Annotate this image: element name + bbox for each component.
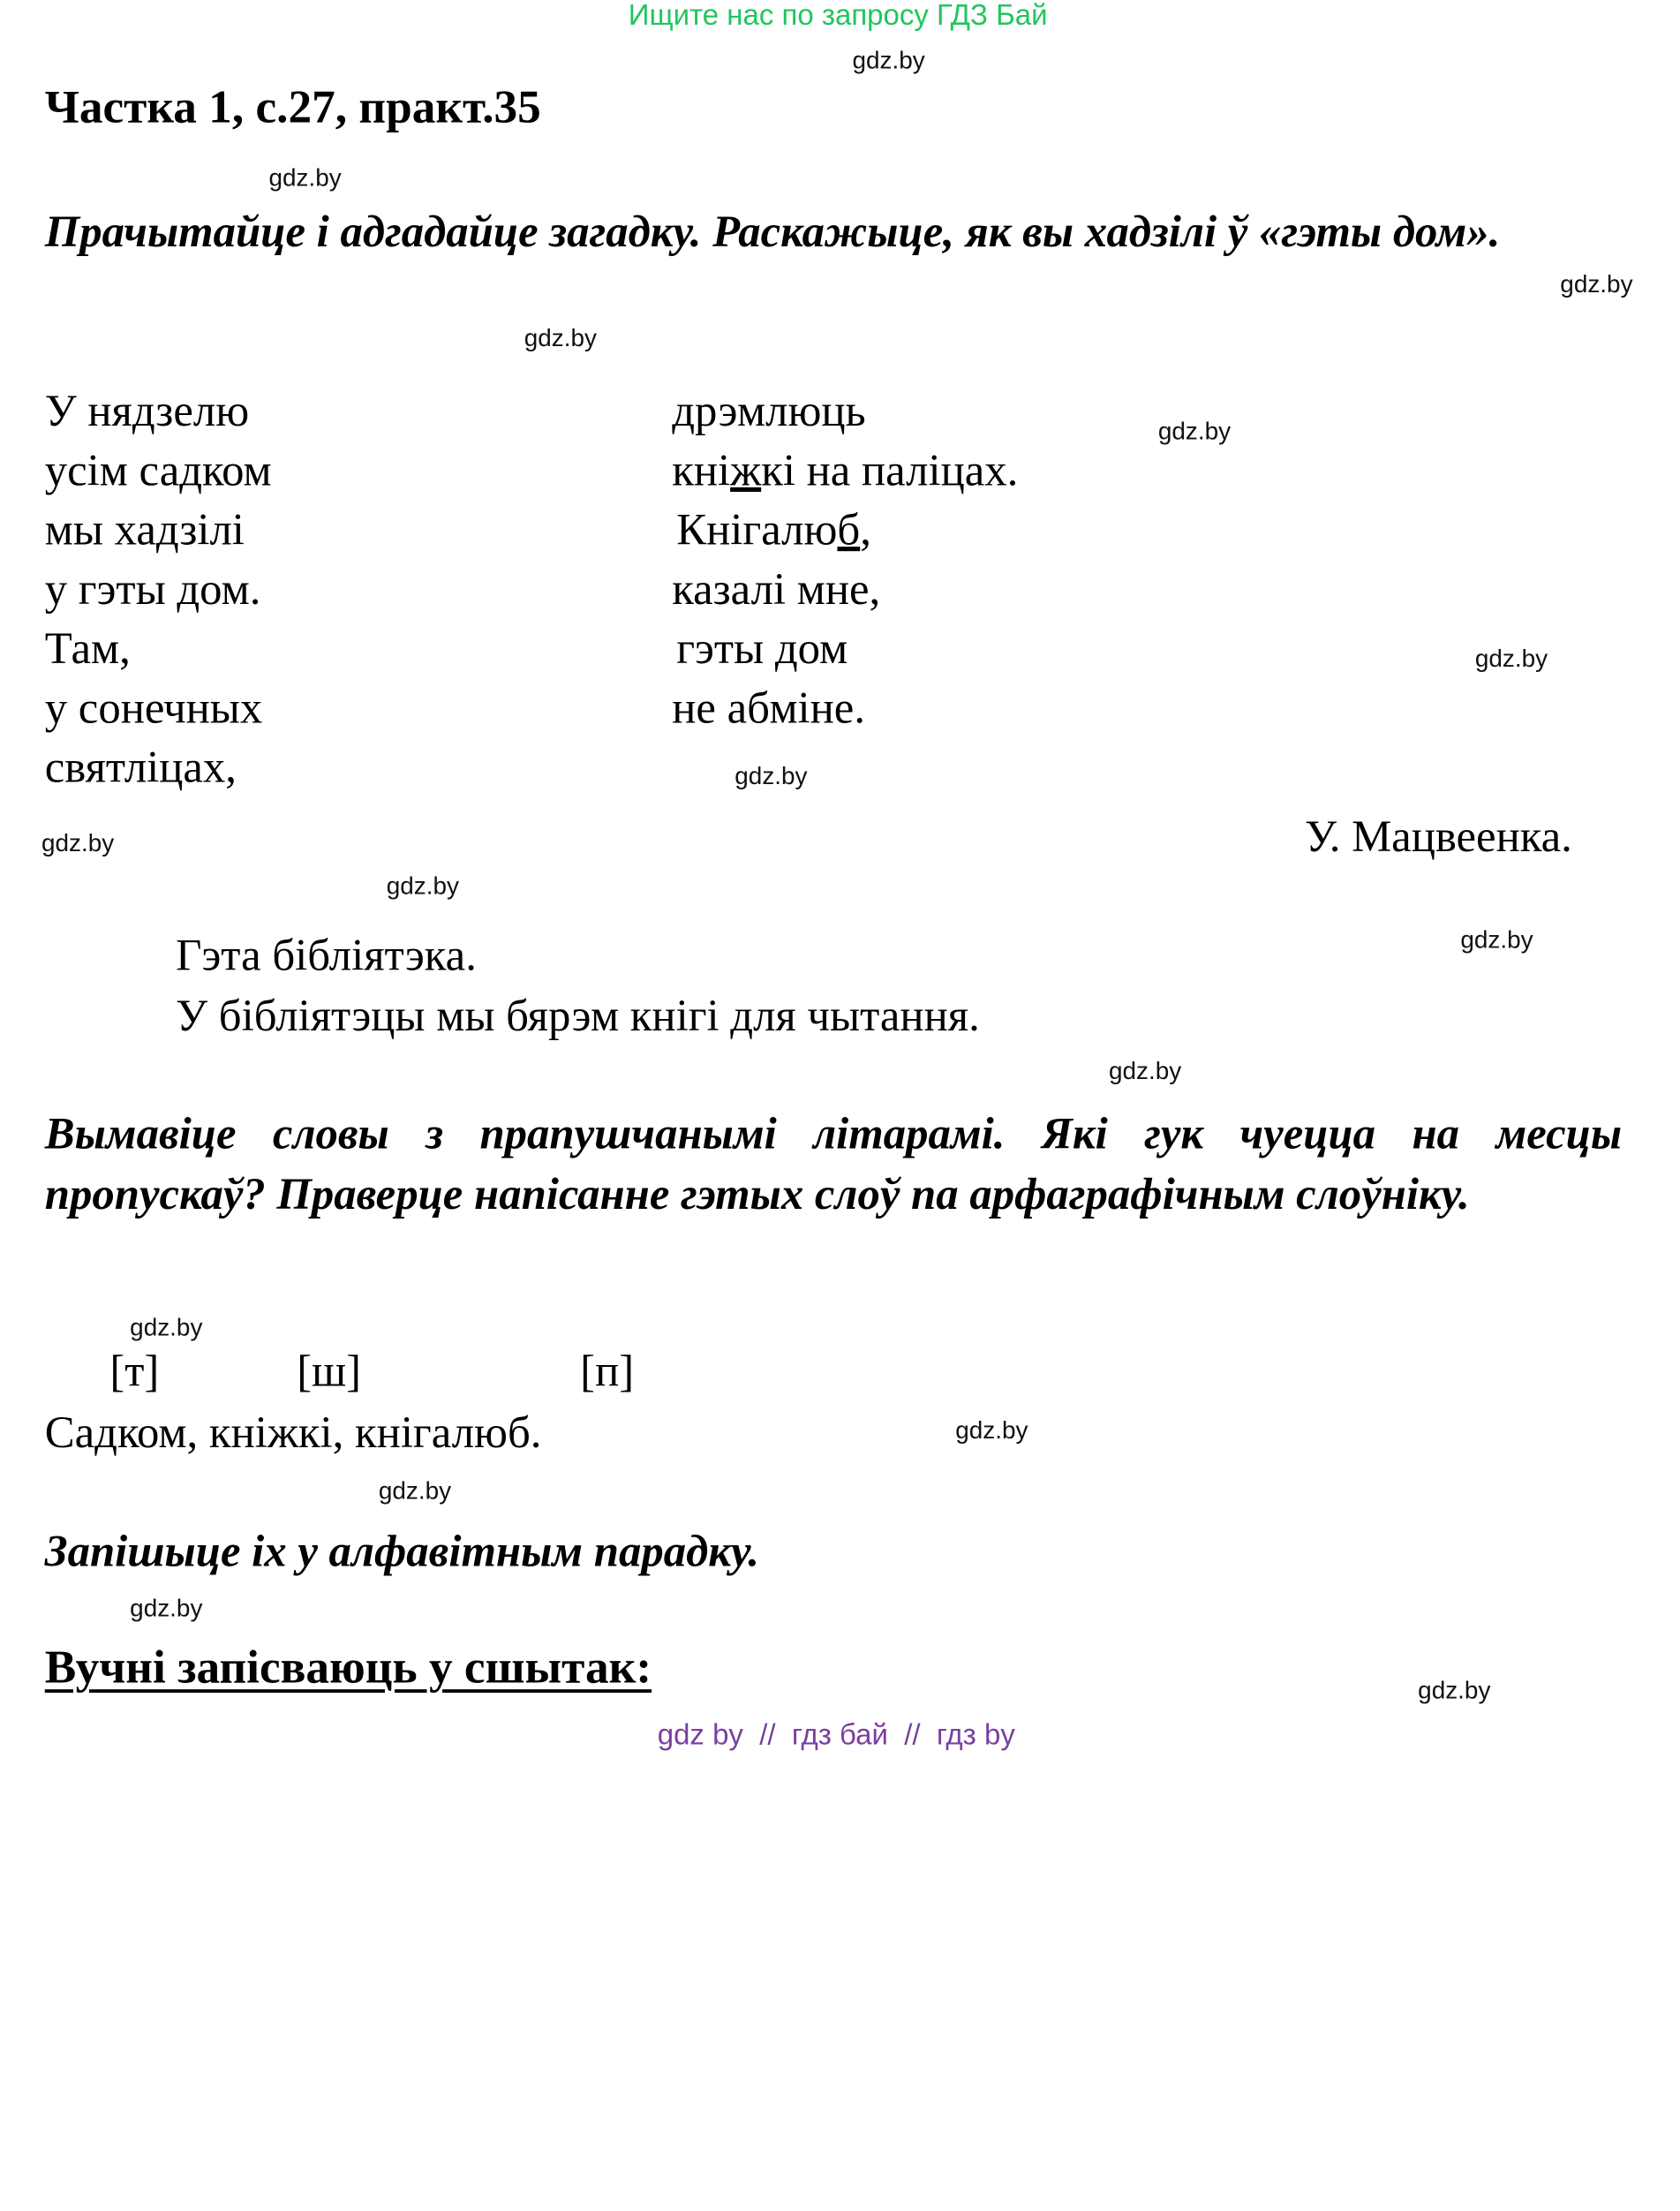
poem-fragment: ком [202,444,272,495]
footer-links[interactable]: gdz by // гдз бай // гдз by [657,1717,1015,1751]
watermark: gdz.by [1418,1675,1491,1704]
watermark: gdz.by [268,163,342,192]
sound-p: [п] [580,1345,635,1396]
poem-fragment: кі на паліцах. [761,444,1019,495]
missing-letter: д [179,444,203,495]
poem-line [45,441,272,500]
sound-t: [т] [109,1345,160,1396]
poem-fragment: кні [672,444,731,495]
watermark: gdz.by [735,761,808,790]
poem-left-column [45,381,272,796]
task-instruction-1: Прачытайце і адгадайце загадку. Раскажыце, як вы хадзілі ў «гэты дом». [44,206,1501,257]
poem-fragment: Кнігалю [676,503,838,555]
poem-line: у сонечных [44,682,263,733]
poem-line: У нядзелю [44,385,250,436]
poem-line: не абміне. [672,682,866,733]
poem-line: Там, [44,623,131,674]
sound-sh: [ш] [297,1345,362,1396]
watermark: gdz.by [130,1594,203,1623]
watermark: gdz.by [1560,269,1633,298]
watermark: gdz.by [130,1312,203,1341]
watermark: gdz.by [1109,1056,1182,1085]
poem-right-column [672,381,1018,736]
poem-line: святліцах, [44,741,237,792]
poem-fragment: усім са [44,444,180,495]
final-heading: Вучні запісваюць у сшытак: [44,1641,652,1694]
task-instruction-2: Вымавіце словы з прапушчанымі літарамі. Які гук чуецца на месцы пропускаў? Праверце напісанне гэтых слоў па арфаграфічным слоўніку. [44,1107,1623,1219]
missing-letter: ж [730,444,762,495]
watermark: gdz.by [524,323,597,352]
watermark: gdz.by [1460,924,1533,954]
poem-line: дрэмлюць [672,385,866,436]
watermark: gdz.by [1474,644,1548,673]
watermark: gdz.by [1157,416,1232,445]
page-title: Частка 1, с.27, практ.35 [44,81,541,133]
poem-line [672,441,1018,500]
words-line: Садком, кніжкі, кнігалюб. [44,1407,542,1458]
watermark: gdz.by [852,46,925,74]
poem-fragment: , [860,503,871,555]
sound-marks [0,1344,784,1405]
watermark: gdz.by [386,872,459,900]
missing-letter: б [837,503,861,555]
watermark: gdz.by [378,1476,452,1505]
watermark: gdz.by [41,828,115,857]
poem-author: У. Мацвеенка. [1305,811,1572,862]
top-banner[interactable]: Ищите нас по запросу ГДЗ Бай [628,0,1048,32]
poem-line: у гэты дом. [44,563,261,615]
poem-line: казалі мне, [672,563,881,615]
poem-line: мы хадзілі [44,503,245,555]
answer-line: У бібліятэцы мы бярэм кнігі для чытання. [176,990,980,1041]
poem-line: гэты дом [676,623,848,674]
poem-line [672,500,1018,559]
task-instruction-3: Запішыце іх у алфавітным парадку. [44,1525,760,1577]
watermark: gdz.by [955,1415,1028,1445]
answer-line: Гэта бібліятэка. [176,930,477,981]
answer-block-1 [176,925,980,1046]
